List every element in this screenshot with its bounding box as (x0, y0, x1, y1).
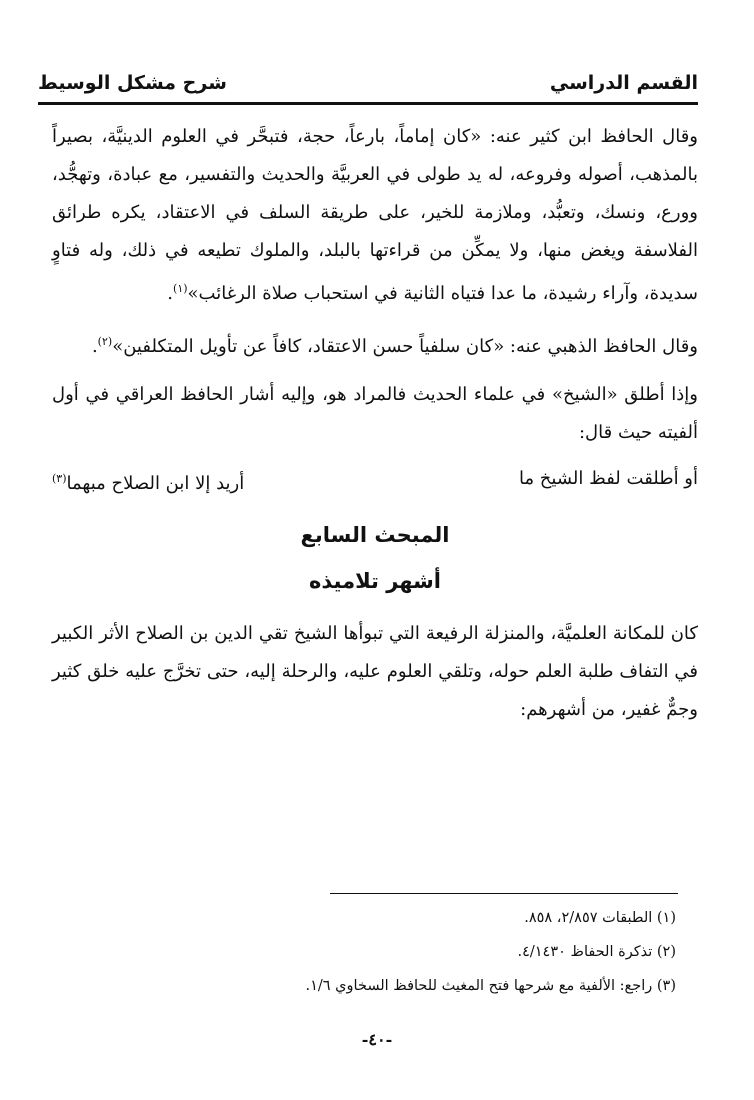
verse-second-hemistich: أريد إلا ابن الصلاح مبهما$^{(٣)}$ (52, 472, 245, 494)
verse-first-hemistich: أو أطلقت لفظ الشيخ ما (518, 468, 698, 489)
paragraph-dhahabi: وقال الحافظ الذهبي عنه: «كان سلفياً حسن الاعتقاد، كافاً عن تأويل المتكلفين»$^{(٢)}$. (91, 335, 698, 357)
book-title: شرح مشكل الوسيط (38, 72, 227, 94)
page-number: -٤٠- (361, 1030, 393, 1049)
section-title: القسم الدراسي (549, 72, 698, 94)
footnote-ref-1[interactable]: (١) (173, 282, 188, 295)
footnote-2: (٢) تذكرة الحفاظ ٤/١٤٣٠. (517, 944, 676, 960)
paragraph-iraqi: وإذا أطلق «الشيخ» في علماء الحديث فالمراد هو، وإليه أشار الحافظ العراقي في أول ألفيته حيث قال: (52, 384, 698, 443)
footnotes (52, 904, 676, 1006)
chapter-subheading: أشهر تلاميذه (308, 569, 442, 593)
footnote-1: (١) الطبقات ٢/٨٥٧، ٨٥٨. (524, 910, 676, 926)
footnote-3: (٣) راجع: الألفية مع شرحها فتح المغيث للحافظ السخاوي ١/٦. (305, 978, 676, 994)
footnote-ref-3[interactable]: (٣) (52, 472, 67, 485)
verse-line (52, 462, 698, 501)
footnote-ref-2[interactable]: (٢) (97, 335, 113, 348)
chapter-heading: المبحث السابع (300, 523, 450, 547)
header-rule (38, 102, 698, 105)
paragraph-students: كان للمكانة العلميَّة، والمنزلة الرفيعة التي تبوأها الشيخ تقي الدين بن الصلاح الأثر الكبير في التفاف طلبة العلم حوله، وتلقي العلوم عليه، والرحلة إليه، حتى تخرَّج عليه خلق كثير وجمٌّ غفير، من أشهرهم: (52, 623, 698, 720)
main-text (52, 118, 698, 729)
footnote-separator (330, 893, 678, 894)
paragraph-ibn-kathir: وقال الحافظ ابن كثير عنه: «كان إماماً، بارعاً، حجة، فتبحَّر في العلوم الدينيَّة، بصيراً بالمذهب، أصوله وفروعه، له يد طولى في العربيَّة والحديث والتفسير، مع عبادة، وتهجُّد، وورع، ونسك، وتعبُّد، وملازمة للخير، على طريقة السلف في الاعتقاد، يكره طرائق الفلاسفة ويغض منها، ولا يمكِّن من قراءتها بالبلد، والملوك تطيعه في ذلك، وله فتاوٍ سديدة، وآراء رشيدة، ما عدا فتياه الثانية في استحباب صلاة الرغائب»$^{(١)}$. (52, 126, 698, 304)
running-header (38, 72, 698, 100)
